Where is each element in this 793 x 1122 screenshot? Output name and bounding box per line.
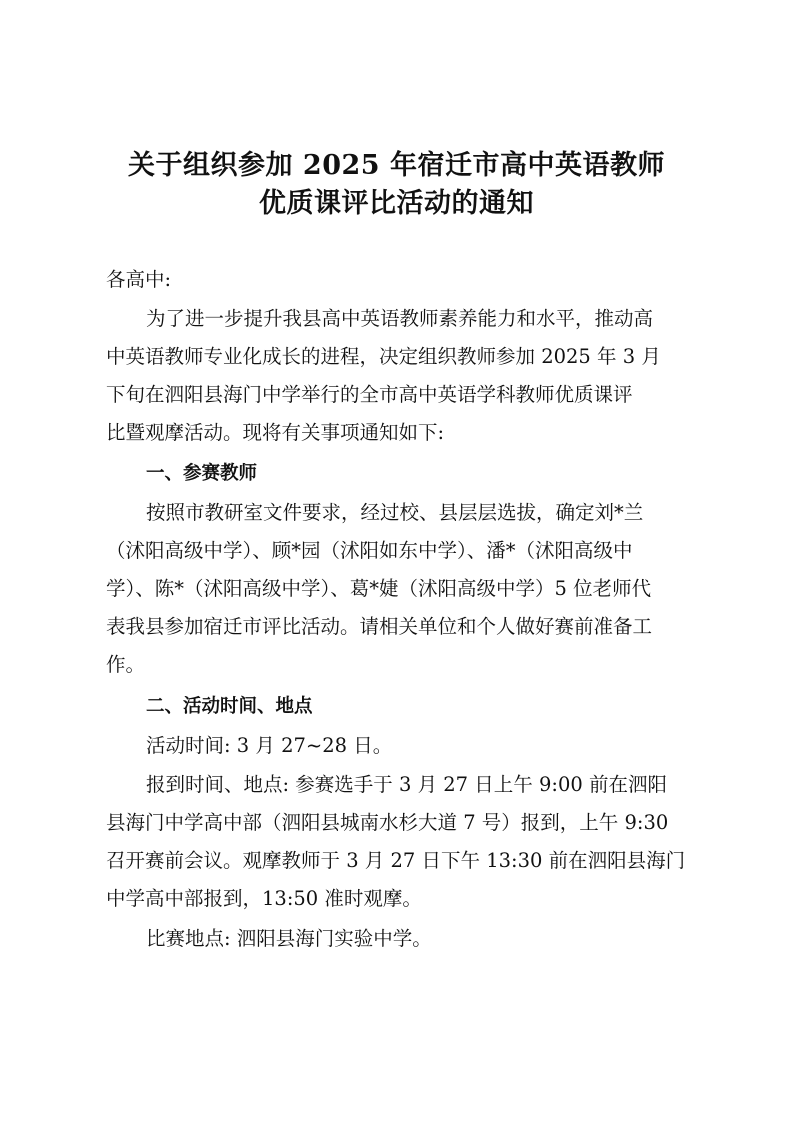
venue: 比赛地点: 泗阳县海门实验中学。 [146, 927, 432, 950]
paragraph-2-line-4: 表我县参加宿迁市评比活动。请相关单位和个人做好赛前准备工 [106, 615, 653, 638]
paragraph-2-line-3: 学）、陈*（沭阳高级中学）、葛*婕（沭阳高级中学）5 位老师代 [106, 577, 652, 600]
document-title-line-1: 关于组织参加 2025 年宿迁市高中英语教师 [128, 150, 665, 181]
section-1-heading: 一、参赛教师 [146, 463, 258, 484]
document-title-line-2: 优质课评比活动的通知 [259, 188, 534, 219]
paragraph-2-line-1: 按照市教研室文件要求，经过校、县层层选拔，确定刘*兰 [146, 501, 644, 524]
paragraph-2-line-5: 作。 [106, 653, 146, 676]
paragraph-2-line-2: （沭阳高级中学）、顾*园（沭阳如东中学）、潘*（沭阳高级中 [106, 539, 633, 562]
salutation: 各高中: [106, 268, 172, 291]
paragraph-3-line-3: 召开赛前会议。观摩教师于 3 月 27 日下午 13:30 前在泗阳县海门 [106, 849, 686, 872]
paragraph-1-line-1: 为了进一步提升我县高中英语教师素养能力和水平，推动高 [146, 307, 654, 330]
paragraph-1-line-4: 比暨观摩活动。现将有关事项通知如下: [106, 421, 445, 444]
paragraph-3-line-4: 中学高中部报到，13:50 准时观摩。 [106, 887, 422, 910]
paragraph-3-line-2: 县海门中学高中部（泗阳县城南水杉大道 7 号）报到，上午 9:30 [106, 811, 669, 834]
activity-time: 活动时间: 3 月 27~28 日。 [146, 734, 393, 757]
paragraph-3-line-1: 报到时间、地点: 参赛选手于 3 月 27 日上午 9:00 前在泗阳 [146, 773, 667, 796]
paragraph-1-line-3: 下旬在泗阳县海门中学举行的全市高中英语学科教师优质课评 [106, 383, 633, 406]
paragraph-1-line-2: 中英语教师专业化成长的进程，决定组织教师参加 2025 年 3 月 [106, 345, 661, 368]
section-2-heading: 二、活动时间、地点 [146, 696, 313, 717]
